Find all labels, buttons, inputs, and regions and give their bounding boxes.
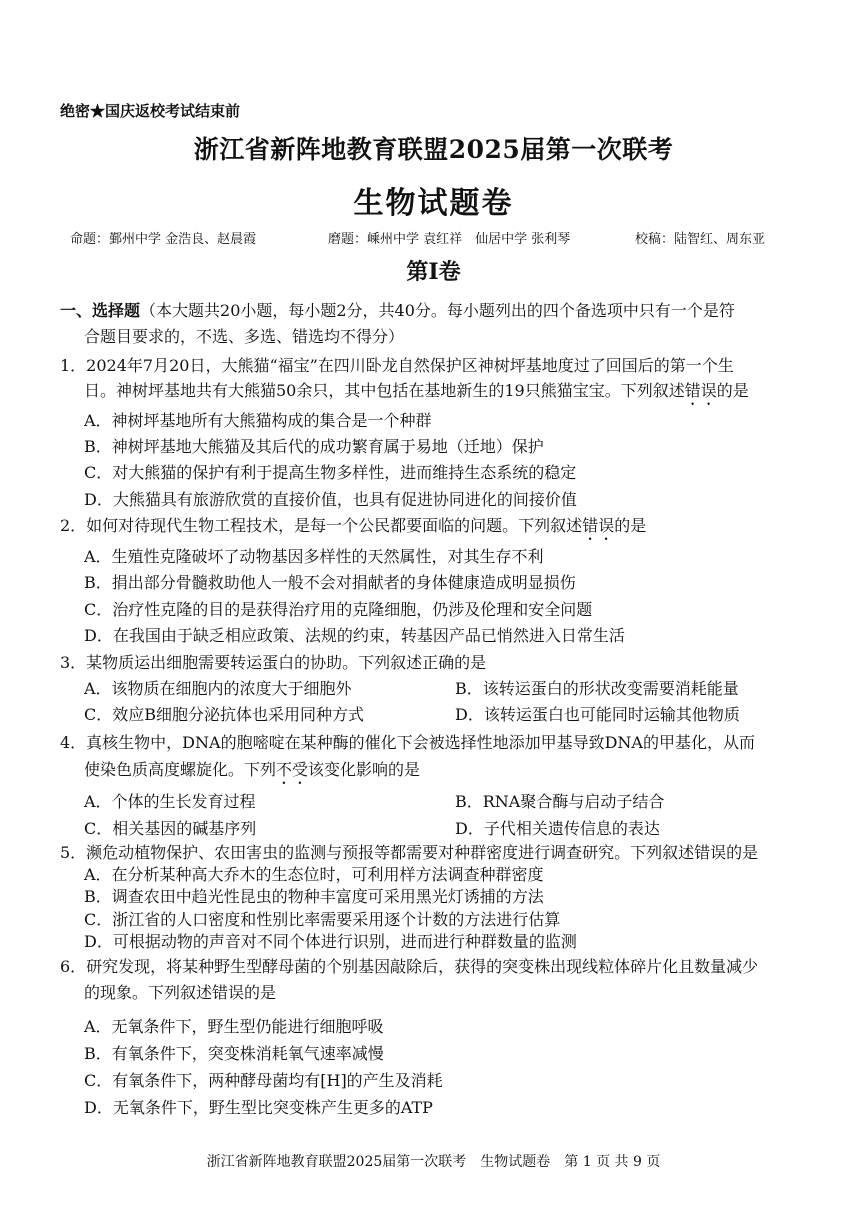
q2-stem-text: 2．如何对待现代生物工程技术，是每一个公民都要面临的问题。下列叙述 (60, 516, 583, 535)
q4-emphasis: 不受 (276, 760, 309, 779)
q3-option-c: C．效应B细胞分泌抗体也采用同种方式 (84, 705, 365, 724)
q6-option-d: D．无氧条件下，野生型比突变株产生更多的ATP (84, 1098, 433, 1117)
page-footer: 浙江省新阵地教育联盟2025届第一次联考 生物试题卷 第 1 页 共 9 页 (206, 1154, 661, 1170)
q2-option-c: C．治疗性克隆的目的是获得治疗用的克隆细胞，仍涉及伦理和安全问题 (84, 600, 593, 619)
q4-stem-line-2 (84, 760, 420, 788)
credit-setter: 命题：鄞州中学 金浩良、赵晨霞 (70, 232, 257, 247)
q3-option-a: A．该物质在细胞内的浓度大于细胞外 (84, 679, 352, 698)
q4-stem-tail: 该变化影响的是 (308, 760, 421, 779)
q6-stem-line-1: 6．研究发现，将某种野生型酵母菌的个别基因敲除后，获得的突变株出现线粒体碎片化且数量减少 (60, 957, 759, 976)
q1-stem-text: 日。神树坪基地共有大熊猫50余只，其中包括在基地新生的19只熊猫宝宝。下列叙述 (84, 381, 685, 400)
paper-subtitle: 生物试题卷 (353, 186, 514, 221)
q2-emphasis: 错误 (582, 516, 615, 535)
volume-heading: 第Ⅰ卷 (406, 259, 461, 285)
q2-option-a: A．生殖性克隆破坏了动物基因多样性的天然属性，对其生存不利 (84, 547, 544, 566)
q1-option-c: C．对大熊猫的保护有利于提高生物多样性，进而维持生态系统的稳定 (84, 463, 577, 482)
q3-option-d: D．该转运蛋白也可能同时运输其他物质 (455, 705, 740, 724)
q3-option-b: B．该转运蛋白的形状改变需要消耗能量 (455, 679, 739, 698)
q6-option-b: B．有氧条件下，突变株消耗氧气速率减慢 (84, 1044, 384, 1063)
q3-stem-line-1: 3．某物质运出细胞需要转运蛋白的协助。下列叙述正确的是 (60, 653, 487, 672)
q4-stem-text: 使染色质高度螺旋化。下列 (84, 760, 277, 779)
q1-stem-tail: 的是 (716, 381, 749, 400)
q5-option-c: C．浙江省的人口密度和性别比率需要采用逐个计数的方法进行估算 (84, 910, 561, 929)
credit-reviewer: 磨题：嵊州中学 袁红祥 仙居中学 张利琴 (328, 232, 571, 247)
q1-option-a: A．神树坪基地所有大熊猫构成的集合是一个种群 (84, 411, 432, 430)
section-intro-text: （本大题共20小题，每小题2分，共40分。每小题列出的四个备选项中只有一个是符 (140, 301, 735, 320)
q5-option-d: D．可根据动物的声音对不同个体进行识别，进而进行种群数量的监测 (84, 932, 577, 951)
credit-proofreader: 校稿：陆智红、周东亚 (635, 232, 766, 247)
q6-option-c: C．有氧条件下，两种酵母菌均有[H]的产生及消耗 (84, 1071, 443, 1090)
q1-stem-line-1: 1．2024年7月20日，大熊猫“福宝”在四川卧龙自然保护区神树坪基地度过了回国后的第一个生 (60, 356, 734, 375)
q2-option-d: D．在我国由于缺乏相应政策、法规的约束，转基因产品已悄然进入日常生活 (84, 626, 625, 645)
q1-emphasis: 错误 (684, 381, 717, 400)
q2-option-b: B．捐出部分骨髓救助他人一般不会对捐献者的身体健康造成明显损伤 (84, 573, 576, 592)
q4-option-a: A．个体的生长发育过程 (84, 792, 256, 811)
secret-label: 绝密★国庆返校考试结束前 (60, 102, 241, 120)
q5-option-b: B．调查农田中趋光性昆虫的物种丰富度可采用黑光灯诱捕的方法 (84, 887, 544, 906)
q5-stem-line-1: 5．濒危动植物保护、农田害虫的监测与预报等都需要对种群密度进行调查研究。下列叙述错误的是 (60, 843, 759, 862)
q5-option-a: A．在分析某种高大乔木的生态位时，可利用样方法调查种群密度 (84, 865, 544, 884)
section-head: 一、选择题 (60, 301, 141, 320)
q6-option-a: A．无氧条件下，野生型仍能进行细胞呼吸 (84, 1017, 384, 1036)
section-intro-line-2: 合题目要求的，不选、多选、错选均不得分） (84, 327, 405, 346)
section-intro-line-1 (60, 301, 735, 321)
q1-option-d: D．大熊猫具有旅游欣赏的直接价值，也具有促进协同进化的间接价值 (84, 490, 577, 509)
exam-title: 浙江省新阵地教育联盟2025届第一次联考 (193, 135, 674, 164)
q4-option-b: B．RNA聚合酶与启动子结合 (455, 792, 665, 811)
q4-option-c: C．相关基因的碱基序列 (84, 819, 257, 838)
q4-stem-line-1: 4．真核生物中，DNA的胞嘧啶在某种酶的催化下会被选择性地添加甲基导致DNA的甲基化，从而 (60, 733, 755, 752)
q4-option-d: D．子代相关遗传信息的表达 (455, 819, 660, 838)
q2-stem-tail: 的是 (614, 516, 647, 535)
q1-option-b: B．神树坪基地大熊猫及其后代的成功繁育属于易地（迁地）保护 (84, 437, 544, 456)
q6-stem-line-2: 的现象。下列叙述错误的是 (84, 983, 277, 1002)
q2-stem-line-1 (60, 516, 646, 544)
q1-stem-line-2 (84, 381, 749, 409)
